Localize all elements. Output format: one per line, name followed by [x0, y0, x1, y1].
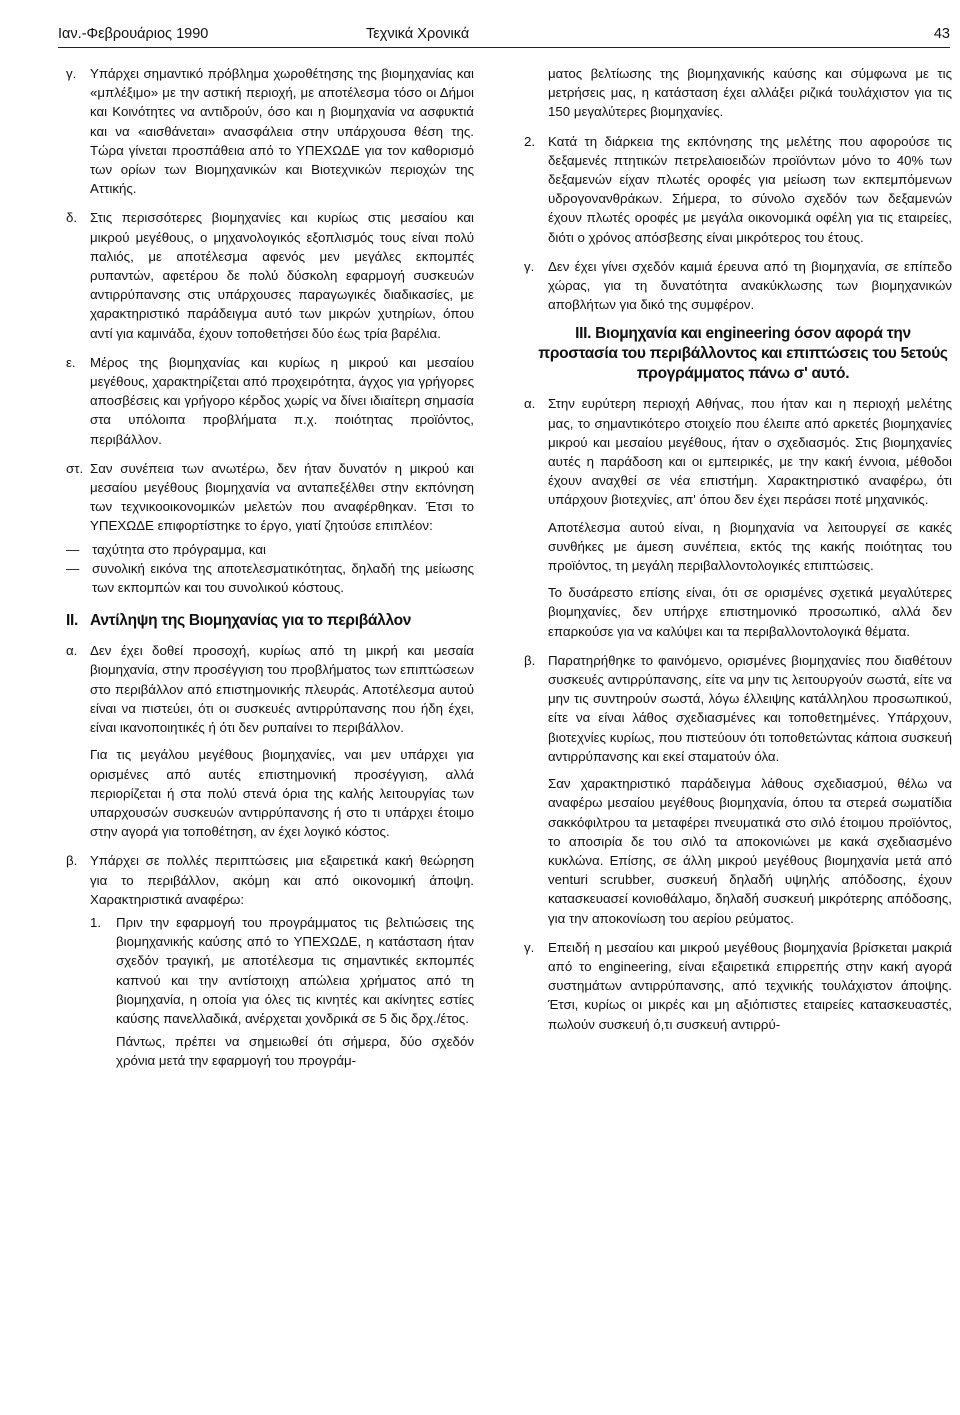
item-text: Πριν την εφαρμογή του προγράμματος τις βελτιώσεις της βιομηχανικής καύσης από το ΥΠΕΧΩΔΕ, η κατάσταση ήταν σχεδόν τραγική, με αποτέλεσμα τις σημαντικές εκπομπές καπνού και την αντίστοιχη απώλεια χρήματος από τη βιομηχανία, η οποία για όλες τις κινητές και ακίνητες εστίες καύσης πανελλαδικά, ανέρχεται χονδρικά σε 5 δις δρχ./έτος. [116, 914, 474, 1026]
item-text: Το δυσάρεστο επίσης είναι, ότι σε ορισμένες σχετικά μεγαλύτερες βιομηχανίες, δεν υπήρχε επιστημονικό προσωπικό, αλλά δεν επαρκούσε για να καλύψει και τα περιβαλλοντολογικά θέματα. [548, 585, 952, 639]
dash-item: — ταχύτητα στο πρόγραμμα, και [66, 540, 474, 559]
item-epsilon [66, 353, 474, 449]
item-marker: β. [66, 853, 78, 869]
dash-list [66, 540, 474, 598]
header-rule [58, 47, 950, 48]
item-marker: γ. [524, 258, 535, 274]
item-marker: α. [524, 396, 536, 412]
section-number: II. [66, 612, 79, 630]
dash-item: — συνολική εικόνα της αποτελεσματικότητας, δηλαδή της μείωσης των εκπομπών και του συνολικού κόστους. [66, 559, 474, 597]
item-gamma [66, 64, 474, 198]
item-text: ματος βελτίωσης της βιομηχανικής καύσης και σύμφωνα με τις μετρήσεις μας, η κατάσταση έχει αλλάξει ριζικά τουλάχιστον για τις 150 μεγαλύτερες βιομηχανίες. [548, 66, 952, 120]
item-marker: 2. [524, 133, 536, 149]
item-s3-c [524, 938, 952, 1034]
item-marker: α. [66, 643, 78, 659]
section-2-heading [66, 611, 474, 631]
left-column [66, 64, 474, 1073]
item-s3-a [524, 394, 952, 640]
item-text: Κατά τη διάρκεια της εκπόνησης της μελέτης που αφορούσε τις δεξαμενές πτητικών πετρελαιοειδών προϊόντων μόνο το 40% των δεξαμενών είχαν πλωτές οροφές για μείωση των εκπεμπόμενων υδρογονανθράκων. Σήμερα, το σύνολο σχεδόν των δεξαμενών έχουν πλωτές οροφές με μεγάλα οικονομικά οφέλη για τις εταιρείες, διότι ο χρόνος απόσβεσης είναι μικρότερος του έτους. [548, 133, 952, 245]
page-number: 43 [933, 26, 950, 42]
item-text: Σαν χαρακτηριστικό παράδειγμα λάθους σχεδιασμού, θέλω να αναφέρω μεσαίου μεγέθους βιομηχανία, όπου τα στερεά σωματίδια σακκόφιλτρου τα μεταφέρει πνευματικά στο σιλό έτοιμου προϊόντος, το αποσιρία δε του σιλό τα αποκονιώνει με κακά σχεδιασμένο κυκλώνα. Επίσης, σε άλλη μικρού μεγέθους βιομηχανία μετά από venturi scrubber, συσκευή δηλαδή υψηλής απόδοσης, έχουν κατασκευασεί κονιοθάλαμο, δηλαδή συσκευή μικρότερης απόδοσης, για την αποκονίωση του αερίου ρεύματος. [548, 776, 952, 926]
item-text: Δεν έχει δοθεί προσοχή, κυρίως από τη μικρή και μεσαία βιομηχανία, στην προσέγγιση του προβλήματος των επιπτώσεων στο περιβάλλον από επιστημονικής πλευράς. Αποτέλεσμα αυτού είναι να πιστεύει, ότι οι συσκευές αντιρρύπανσης που ήδη έχει, είναι ικανοποιητικές ή ότι δεν ρυπαίνει το περιβάλλον. [90, 643, 474, 736]
item-marker: ε. [66, 354, 76, 370]
item-marker: γ. [66, 66, 77, 81]
item-text: Δεν έχει γίνει σχεδόν καμιά έρευνα από τη βιομηχανία, σε επίπεδο χώρας, για τη δυνατότητα ανακύκλωσης των βιομηχανικών αποβλήτων για δικό της συμφέρον. [548, 258, 952, 313]
item-text: Μέρος της βιομηχανίας και κυρίως η μικρού και μεσαίου μεγέθους, χαρακτηρίζεται από προχειρότητα, άγχος για γρήγορες αποσβέσεις και γρήγορο κέρδος χωρίς να δίνει ιδιαίτερη σημασία στα υπόλοιπα προβλήματα π.χ. ποιότητας προϊόντος, περιβάλλον. [90, 354, 474, 447]
item-marker: β. [524, 652, 536, 668]
section-3-heading: III. Βιομηχανία και engineering όσον αφορά την προστασία του περιβάλλοντος και επιπτώσεις του 5ετούς προγράμματος πάνω σ' αυτό. [538, 325, 948, 383]
item-text: Για τις μεγάλου μεγέθους βιομηχανίες, ναι μεν υπάρχει για ορισμένες από αυτές επιστημονική προσέγγιση, αλλά περιορίζεται ή στα πολύ στενά όρια της καλής λειτουργίας των υπαρχουσών συσκευών αντιρρύπανσης ή στο τι υπάρχει έτοιμο στην αγορά για τοποθέτηση, αν έχει λογικό κόστος. [90, 747, 474, 840]
item-s3-b [524, 651, 952, 928]
item-text: Πάντως, πρέπει να σημειωθεί ότι σήμερα, δύο σχεδόν χρόνια μετά την εφαρμογή του προγράμ- [116, 1034, 474, 1069]
item-continuation [524, 64, 952, 122]
item-text: Αποτέλεσμα αυτού είναι, η βιομηχανία να λειτουργεί σε κακές συνθήκες με άμεση συνέπεια, εκτός της κακής ποιότητας του προϊόντος, τη μεγάλη περιβαλλοντολογικές επιπτώσεις. [548, 519, 952, 574]
numbered-item-1 [90, 913, 474, 1071]
item-marker: στ. [66, 460, 84, 476]
item-text: Στην ευρύτερη περιοχή Αθήνας, που ήταν και η περιοχή μελέτης μας, το σημαντικότερο στοιχείο που έλειπε από αρκετές βιομηχανίες μικρού και μεσαίου μεγέθους, ήταν ο σχεδιασμός. Στις βιομηχανίες αυτές η παράδοση και οι εμπειρικές, με την κακή έννοια, μέθοδοι έχουν αναχθεί σε νέα επιστήμη. Χαρακτηριστικό αναφέρω, ότι υπάρχουν βιοτεχνίες, απ' όπου δεν έχει περάσει ποτέ μηχανικός. [548, 396, 952, 508]
item-text: Υπάρχει σημαντικό πρόβλημα χωροθέτησης της βιομηχανίας και «μπλέξιμο» με την αστική περιοχή, με αποτέλεσμα τόσο οι Δήμοι και Κοινότητες να αντιδρούν, όσο και η βιομηχανία να ασφυκτιά και να «αισθάνεται» ανασφάλεια στην υπάρχουσα θέση της. Τώρα γίνεται προσπάθεια από το ΥΠΕΧΩΔΕ για τον καθορισμό των ορίων των Βιομηχανικών και Βιοτεχνικών περιοχών της Αττικής. [90, 66, 474, 197]
item-numbered-2 [524, 132, 952, 247]
item-st [66, 459, 474, 536]
item-s2-a [66, 641, 474, 841]
item-gamma-right [524, 257, 952, 315]
item-marker: 1. [90, 914, 102, 930]
item-s2-b [66, 851, 474, 1070]
item-delta [66, 208, 474, 342]
right-column [524, 64, 952, 1044]
running-header [58, 22, 950, 46]
item-marker: δ. [66, 210, 78, 226]
section-title: Αντίληψη της Βιομηχανίας για το περιβάλλον [90, 612, 412, 630]
item-marker: γ. [524, 939, 535, 955]
journal-title: Τεχνικά Χρονικά [366, 26, 470, 42]
item-text: Παρατηρήθηκε το φαινόμενο, ορισμένες βιομηχανίες που διαθέτουν συσκευές αντιρρύπανσης, είτε να μην τις λειτουργούν σωστά, είτε να μην τις συντηρούν σωστά, λόγω έλλειψης κατάλληλου προσωπικού, είτε να είναι λάθος σχεδιασμένες και τοποθετημένες. Υπάρχουν, βιοτεχνίες κυρίως, που πιστεύουν ότι τοποθετώντας κάποια συσκευή αντιρρύπανσης και εκεί σταματούν όλα. [548, 652, 952, 764]
item-text: Επειδή η μεσαίου και μικρού μεγέθους βιομηχανία βρίσκεται μακριά από το engineering, είναι εξαιρετικά επιρρεπής στην κακή αγορά συστημάτων αντιρρύπανσης, από τεχνικής τουλάχιστον άποψης. Έτσι, κυρίως οι μικρές και μη αξιόπιστες εταιρείες κατασκευαστές, πωλούν συσκευή ό,τι συσκευή αντιρρύ- [548, 939, 952, 1032]
issue-date: Ιαν.-Φεβρουάριος 1990 [58, 26, 209, 42]
item-text: Σαν συνέπεια των ανωτέρω, δεν ήταν δυνατόν η μικρού και μεσαίου μεγέθους βιομηχανία να ανταπεξέλθει στην εκπόνηση των τεχνικοοικονομικών μελετών που αναφέρθηκαν. Έτσι το ΥΠΕΧΩΔΕ επιφορτίστηκε το έργο, γιατί ζητούσε επιπλέον: [90, 460, 474, 534]
item-text: Υπάρχει σε πολλές περιπτώσεις μια εξαιρετικά κακή θεώρηση για το περιβάλλον, ακόμη και από οικονομική άποψη. Χαρακτηριστικά αναφέρω: [90, 853, 474, 907]
item-text: Στις περισσότερες βιομηχανίες και κυρίως στις μεσαίου και μικρού μεγέθους, ο μηχανολογικός εξοπλισμός τους είναι πολύ παλιός, με αποτέλεσμα αφενός μεν μεγάλες εκπομπές ρυπαντών, αφετέρου δε πολύ δύσκολη εφαρμογή συσκευών αντιρρύπανσης στις υπάρχουσες παραγωγικές διαδικασίες, με χαρακτηριστικό παράδειγμα αυτό των μικρών χυτηρίων, όπου αντί για καμινάδα, έχουν τοποθετήσει δύο έως τρία βαρέλια. [90, 210, 474, 341]
